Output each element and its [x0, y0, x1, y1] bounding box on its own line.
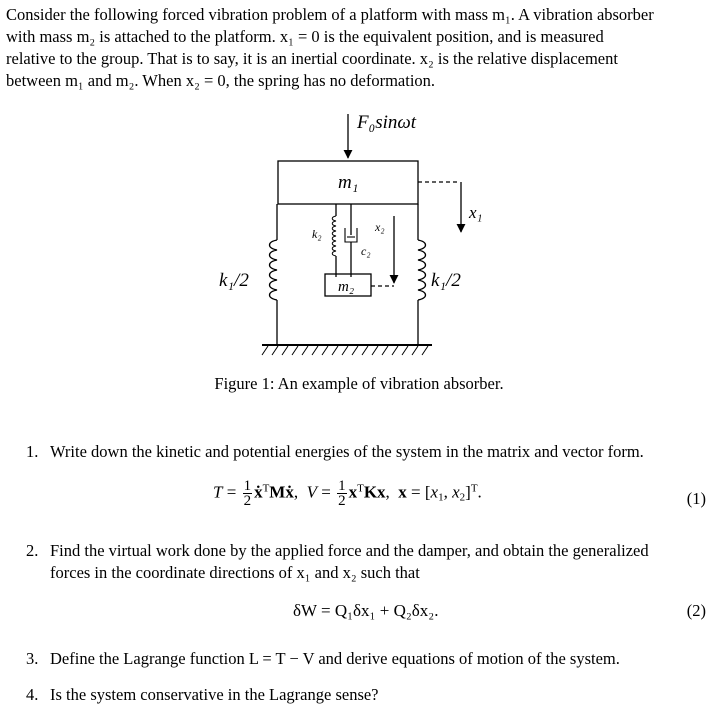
ground-hatch: [262, 346, 428, 355]
intro-line-1: Consider the following forced vibration problem of a platform with mass m₁. A vibration absorber: [6, 5, 654, 24]
question-text-line-1: Find the virtual work done by the applied force and the damper, and obtain the generalized: [50, 541, 649, 560]
figure-caption: Figure 1: An example of vibration absorber.: [214, 374, 504, 393]
left-spring: [270, 240, 278, 300]
x1-label: x₁: [469, 203, 483, 222]
question-number: 3.: [26, 649, 39, 668]
k-left-label: k₁/2: [219, 270, 249, 291]
question-text: Define the Lagrange function L = T − V and derive equations of motion of the system.: [50, 649, 620, 668]
question-1: [26, 441, 712, 463]
question-4: [26, 684, 712, 706]
force-label: F₀sinωt: [357, 112, 417, 133]
equation-2-number: (2): [686, 601, 706, 620]
question-number: 2.: [26, 541, 39, 560]
question-text: Is the system conservative in the Lagrange sense?: [50, 685, 379, 704]
question-number: 4.: [26, 685, 39, 704]
equation-1: T = $\frac{1}{2}$ ẋ$^T$Mẋ, V = $\frac{1}{2}$ $x^TKx$, $x = [x_1$, $x_2]^T$.: [213, 478, 482, 509]
question-2: [26, 540, 712, 584]
intro-line-4: between m₁ and m₂. When x₂ = 0, the spring has no deformation.: [6, 71, 436, 90]
question-text-line-2: forces in the coordinate directions of x₁ and x₂ such that: [50, 563, 420, 582]
k2-label: k₂: [312, 227, 322, 241]
equation-2: δW = Q₁δx₁ + Q₂δx₂.: [293, 601, 439, 620]
question-text: Write down the kinetic and potential energies of the system in the matrix and vector form.: [50, 442, 644, 461]
vibration-absorber-figure: [0, 100, 718, 365]
absorber-spring: [332, 216, 336, 256]
intro-line-2: with mass m₂ is attached to the platform. x₁ = 0 is the equivalent position, and is measured: [6, 27, 604, 46]
intro-line-3: relative to the group. That is to say, it is an inertial coordinate. x₂ is the relative displacement: [6, 49, 618, 68]
right-spring: [418, 240, 426, 300]
x2-label: x₂: [375, 220, 385, 234]
intro-paragraph: [6, 4, 712, 92]
k-right-label: k₁/2: [431, 270, 461, 291]
m1-label: m₁: [338, 172, 359, 193]
equation-1-number: (1): [686, 489, 706, 508]
c2-label: c₂: [361, 244, 371, 258]
question-3: [26, 648, 712, 670]
m2-label: m₂: [338, 279, 355, 295]
question-number: 1.: [26, 442, 39, 461]
